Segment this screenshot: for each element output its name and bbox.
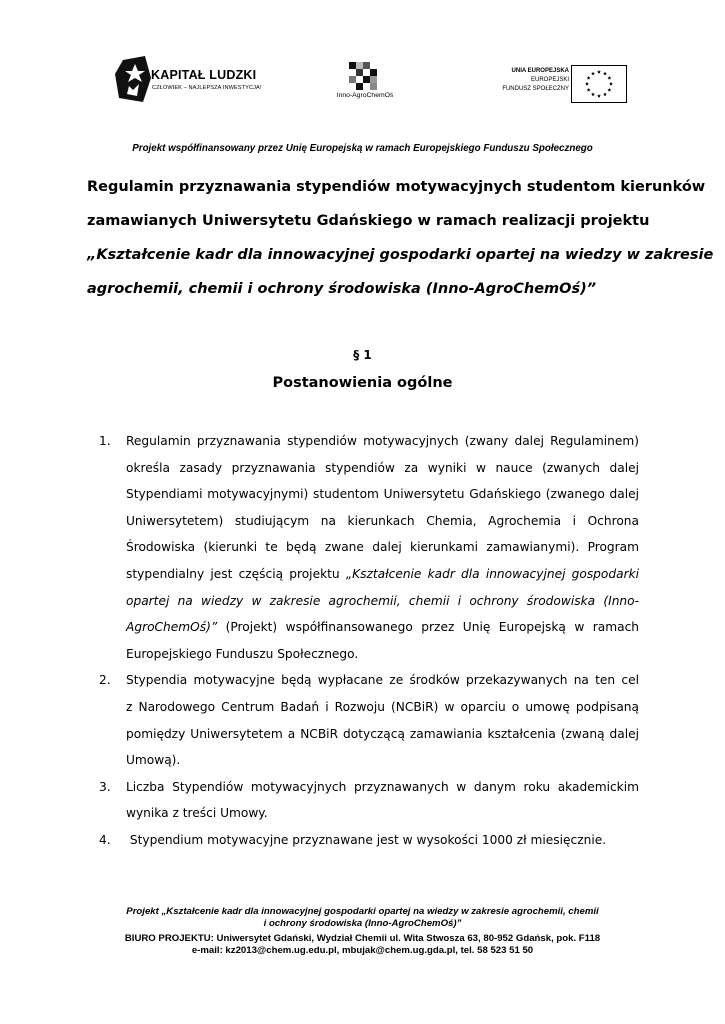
project-name-italic: AgroChemOś)” (126, 620, 218, 635)
title-line-3: „Kształcenie kadr dla innowacyjnej gospodarki opartej na wiedzy w zakresie (87, 247, 714, 263)
section-heading: Postanowienia ogólne (272, 375, 453, 391)
list-item-line: Europejskiego Funduszu Społecznego. (126, 646, 359, 661)
title-line-2: zamawianych Uniwersytetu Gdańskiego w ramach realizacji projektu (87, 213, 650, 229)
list-item-line: opartej na wiedzy w zakresie agrochemii, chemii i ochrony środowiska (Inno- (126, 593, 639, 608)
list-item-line: Stypendia motywacyjne będą wypłacane ze środków przekazywanych na ten cel (126, 673, 639, 688)
kapital-ludzki-emblem-icon (115, 56, 155, 104)
list-item-line: pomiędzy Uniwersytetem a NCBiR dotyczącą zamawiania kształcenia (zwaną dalej (126, 726, 639, 741)
list-item-line: Umową). (126, 753, 181, 768)
list-item-text: (Projekt) współfinansowanego przez Unię Europejską w ramach (225, 620, 640, 635)
page-footer (0, 906, 725, 957)
inno-agrochemos-pixel-icon (349, 62, 377, 90)
inno-agrochemos-label: Inno-AgroChemOś (336, 92, 394, 99)
title-line-4: agrochemii, chemii i ochrony środowiska (Inno-AgroChemOś)” (87, 281, 597, 297)
list-item (99, 667, 639, 773)
eu-logo-text (502, 67, 569, 94)
footer-project-line-1: Projekt „Kształcenie kadr dla innowacyjnej gospodarki opartej na wiedzy w zakresie agrochemii, chemii (126, 906, 599, 917)
eu-line-2: EUROPEJSKI (530, 77, 569, 83)
document-title (87, 170, 714, 306)
list-item (99, 774, 639, 827)
list-item-number: 3. (99, 779, 111, 794)
list-item-line: z Narodowego Centrum Badań i Rozwoju (NCBiR) w oparciu o umowę podpisaną (126, 699, 639, 714)
kapital-ludzki-title: KAPITAŁ LUDZKI (151, 68, 257, 82)
inno-agrochemos-logo (326, 62, 404, 102)
eu-flag-icon (571, 65, 627, 103)
list-item-number: 4. (99, 832, 111, 847)
footer-contact: e-mail: kz2013@chem.ug.edu.pl, mbujak@chem.ug.gda.pl, tel. 58 523 51 50 (191, 945, 534, 956)
list-item-line-mixed (126, 614, 639, 641)
list-item-line: Uniwersytetem) studiującym na kierunkach Chemia, Agrochemia i Ochrona (126, 513, 639, 528)
list-item-line: określa zasady przyznawania stypendiów za wyniki w nauce (zwanych dalej (126, 460, 639, 475)
eu-logo (489, 63, 629, 103)
footer-project-line-2: i ochrony środowiska (Inno-AgroChemOś)” (263, 918, 462, 929)
list-item-line: Regulamin przyznawania stypendiów motywacyjnych (zwany dalej Regulaminem) (126, 434, 639, 448)
list-item-line: Stypendium motywacyjne przyznawane jest w wysokości 1000 zł miesięcznie. (126, 832, 607, 847)
regulation-list (99, 428, 639, 854)
list-item-line: wynika z treści Umowy. (126, 806, 268, 821)
list-item-text: stypendialny jest częścią projektu (126, 566, 340, 581)
section-number: § 1 (353, 348, 372, 362)
list-item-line-mixed (126, 561, 639, 588)
list-item-line: Liczba Stypendiów motywacyjnych przyznawanych w danym roku akademickim (126, 779, 639, 794)
list-item (99, 428, 639, 667)
list-item (99, 827, 639, 854)
footer-office-address: BIURO PROJEKTU: Uniwersytet Gdański, Wydział Chemii ul. Wita Stwosza 63, 80-952 Gdańsk, pok. F118 (124, 933, 601, 944)
kapital-ludzki-subtitle: CZŁOWIEK – NAJLEPSZA INWESTYCJA! (152, 85, 262, 91)
list-item-line: Stypendiami motywacyjnymi) studentom Uniwersytetu Gdańskiego (zwanego dalej (126, 487, 639, 502)
list-item-number: 2. (99, 673, 111, 688)
kapital-ludzki-logo (115, 56, 265, 106)
title-line-1: Regulamin przyznawania stypendiów motywacyjnych studentom kierunków (87, 179, 706, 195)
list-item-number: 1. (99, 434, 111, 448)
project-name-italic: „Kształcenie kadr dla innowacyjnej gospodarki (345, 566, 640, 581)
list-item-line: Środowiska (kierunki te będą zwane dalej kierunkami zamawianymi). Program (126, 540, 639, 555)
eu-line-1: UNIA EUROPEJSKA (511, 68, 569, 74)
eu-line-3: FUNDUSZ SPOŁECZNY (502, 86, 569, 92)
cofinancing-note: Projekt współfinansowany przez Unię Europejską w ramach Europejskiego Funduszu Społecznego (132, 143, 593, 154)
